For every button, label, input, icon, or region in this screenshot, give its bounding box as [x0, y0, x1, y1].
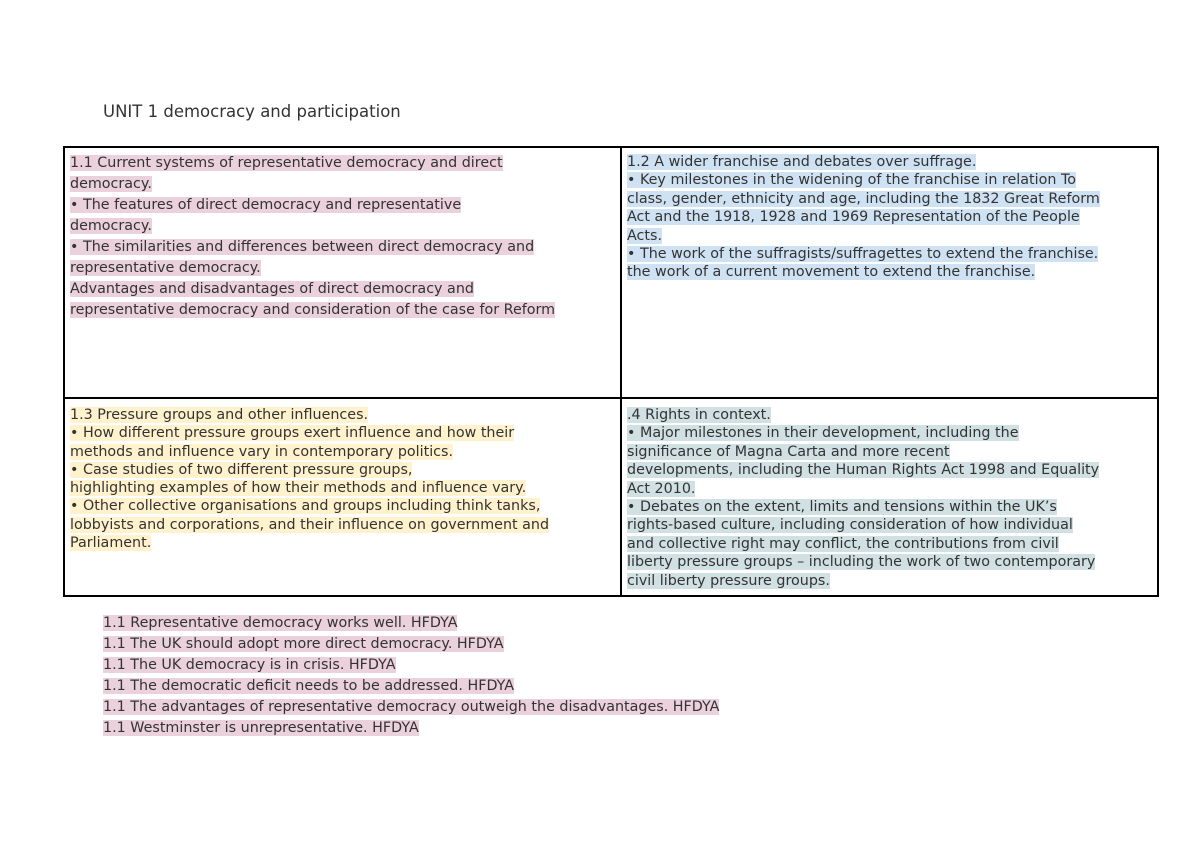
question-text: 1.1 Representative democracy works well. HFDYA: [103, 615, 458, 631]
question-text: 1.1 The democratic deficit needs to be addressed. HFDYA: [103, 678, 515, 694]
cell-text-line: rights-based culture, including consideration of how individual: [627, 517, 1073, 534]
cell-text-line: • Case studies of two different pressure groups,: [70, 461, 413, 478]
topic-cell-1-2: [627, 153, 1155, 282]
table-divider-vertical: [620, 146, 622, 597]
question-text: 1.1 The UK should adopt more direct democracy. HFDYA: [103, 636, 504, 652]
cell-text-line: developments, including the Human Rights Act 1998 and Equality: [627, 462, 1100, 479]
cell-text-line: methods and influence vary in contemporary politics.: [70, 443, 454, 460]
cell-text-line: • The similarities and differences between direct democracy and: [70, 239, 535, 255]
cell-text-line: civil liberty pressure groups.: [627, 572, 830, 589]
list-item: [103, 613, 719, 634]
topic-cell-1-3: [70, 406, 615, 552]
cell-text-line: Advantages and disadvantages of direct democracy and: [70, 281, 474, 297]
page-title: UNIT 1 democracy and participation: [103, 102, 401, 121]
cell-text-line: .4 Rights in context.: [627, 407, 771, 423]
cell-text-line: representative democracy.: [70, 260, 261, 276]
list-item: [103, 655, 719, 676]
cell-text-line: 1.1 Current systems of representative democracy and direct: [70, 155, 503, 171]
cell-text-line: Act 2010.: [627, 480, 696, 497]
cell-text-line: representative democracy and consideration of the case for Reform: [70, 302, 556, 318]
list-item: [103, 676, 719, 697]
cell-text-line: • The work of the suffragists/suffragettes to extend the franchise.: [627, 246, 1099, 263]
cell-text-line: Parliament.: [70, 535, 152, 552]
list-item: [103, 634, 719, 655]
cell-text-line: democracy.: [70, 176, 152, 192]
cell-text-line: 1.3 Pressure groups and other influences.: [70, 407, 369, 423]
question-text: 1.1 The advantages of representative democracy outweigh the disadvantages. HFDYA: [103, 699, 720, 715]
cell-text-line: Act and the 1918, 1928 and 1969 Representation of the People: [627, 209, 1080, 226]
cell-text-line: • Debates on the extent, limits and tensions within the UK’s: [627, 499, 1057, 516]
cell-text-line: highlighting examples of how their methods and influence vary.: [70, 480, 527, 497]
cell-text-line: class, gender, ethnicity and age, including the 1832 Great Reform: [627, 190, 1100, 207]
table-divider-horizontal: [63, 397, 1159, 399]
question-text: 1.1 Westminster is unrepresentative. HFDYA: [103, 720, 419, 736]
cell-text-line: liberty pressure groups – including the work of two contemporary: [627, 554, 1096, 571]
cell-text-line: democracy.: [70, 218, 152, 234]
cell-text-line: lobbyists and corporations, and their influence on government and: [70, 516, 550, 533]
cell-text-line: • Other collective organisations and groups including think tanks,: [70, 498, 541, 515]
cell-text-line: • How different pressure groups exert influence and how their: [70, 425, 515, 442]
cell-text-line: and collective right may conflict, the contributions from civil: [627, 535, 1059, 552]
topic-cell-1-4: [627, 406, 1155, 590]
list-item: [103, 718, 719, 739]
cell-text-line: • Key milestones in the widening of the franchise in relation To: [627, 172, 1076, 189]
cell-text-line: the work of a current movement to extend the franchise.: [627, 264, 1036, 281]
cell-text-line: • The features of direct democracy and representative: [70, 197, 462, 213]
topic-cell-1-1: [70, 153, 615, 321]
question-text: 1.1 The UK democracy is in crisis. HFDYA: [103, 657, 396, 673]
cell-text-line: • Major milestones in their development, including the: [627, 425, 1019, 442]
cell-text-line: 1.2 A wider franchise and debates over suffrage.: [627, 154, 977, 170]
list-item: [103, 697, 719, 718]
cell-text-line: significance of Magna Carta and more recent: [627, 443, 950, 460]
essay-questions-list: [103, 613, 719, 739]
cell-text-line: Acts.: [627, 227, 662, 244]
